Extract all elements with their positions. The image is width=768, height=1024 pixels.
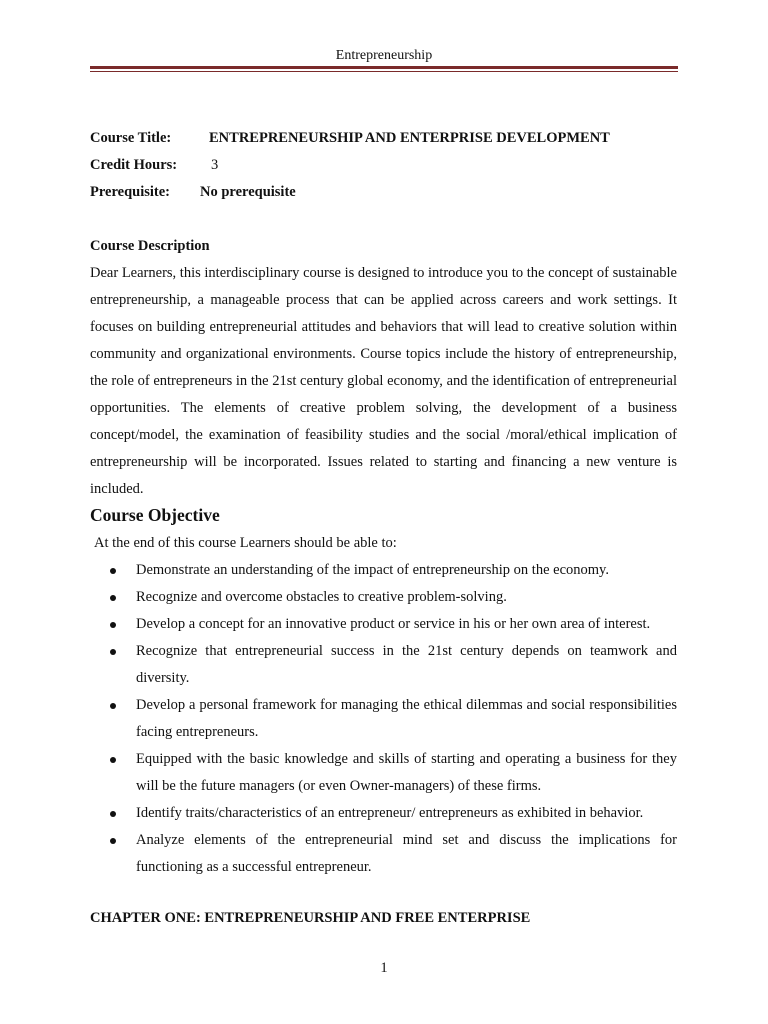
objective-item (0, 692, 677, 746)
objective-text: Recognize and overcome obstacles to creative problem-solving. (136, 589, 507, 605)
course-description-body: Dear Learners, this interdisciplinary course is designed to introduce you to the concept of sustainable entrepreneurship, a manageable process that can be applied across careers and work settings. It focuses on building entrepreneurial attitudes and behaviors that will lead to creative solution within community and organizational environments. Course topics include the history of entrepreneurship, the role of entrepreneurs in the 21st century global economy, and the identification of entrepreneurial opportunities. The elements of creative problem solving, the development of a business concept/model, the examination of feasibility studies and the social /moral/ethical implication of entrepreneurship will be incorporated. Issues related to starting and financing a new venture is included. (90, 265, 677, 497)
prerequisite-row (90, 183, 296, 201)
objective-text: Identify traits/characteristics of an entrepreneur/ entrepreneurs as exhibited in behavior. (136, 805, 644, 821)
chapter-one-heading: CHAPTER ONE: ENTREPRENEURSHIP AND FREE ENTERPRISE (90, 910, 531, 926)
credit-hours-row (90, 156, 219, 174)
objective-item (0, 557, 677, 584)
running-header: Entrepreneurship (335, 48, 433, 63)
bullet-icon (110, 649, 116, 655)
credit-hours-value: 3 (211, 157, 219, 173)
bullet-icon (110, 622, 116, 628)
course-title-row (90, 129, 610, 147)
course-title-value: ENTREPRENEURSHIP AND ENTERPRISE DEVELOPMENT (209, 130, 610, 146)
objective-item (0, 584, 677, 611)
bullet-icon (110, 838, 116, 844)
bullet-icon (110, 568, 116, 574)
objective-text: Equipped with the basic knowledge and skills of starting and operating a business for they will be the future managers (or even Owner-managers) of these firms. (136, 751, 677, 794)
objective-item (0, 827, 677, 881)
objective-item (0, 638, 677, 692)
bullet-icon (110, 703, 116, 709)
header-rule-thin (90, 71, 678, 72)
prerequisite-value: No prerequisite (200, 184, 296, 200)
objective-text: Analyze elements of the entrepreneurial mind set and discuss the implications for functioning as a successful entrepreneur. (136, 832, 677, 875)
objective-list (0, 557, 768, 881)
bullet-icon (110, 757, 116, 763)
objective-item (0, 611, 677, 638)
page-number: 1 (380, 960, 388, 976)
credit-hours-label: Credit Hours: (90, 157, 178, 173)
bullet-icon (110, 595, 116, 601)
course-objective-intro: At the end of this course Learners should be able to: (94, 535, 397, 551)
objective-item (0, 746, 677, 800)
objective-text: Recognize that entrepreneurial success in the 21st century depends on teamwork and diversity. (136, 643, 677, 686)
objective-item (0, 800, 677, 827)
objective-text: Develop a personal framework for managing the ethical dilemmas and social responsibilities facing entrepreneurs. (136, 697, 677, 740)
bullet-icon (110, 811, 116, 817)
prerequisite-label: Prerequisite: (90, 184, 170, 200)
header-rule-thick (90, 66, 678, 69)
course-title-label: Course Title: (90, 130, 172, 146)
course-objective-heading: Course Objective (90, 505, 220, 525)
course-description-heading: Course Description (90, 238, 210, 254)
objective-text: Demonstrate an understanding of the impact of entrepreneurship on the economy. (136, 562, 609, 578)
objective-text: Develop a concept for an innovative product or service in his or her own area of interest. (136, 616, 651, 632)
